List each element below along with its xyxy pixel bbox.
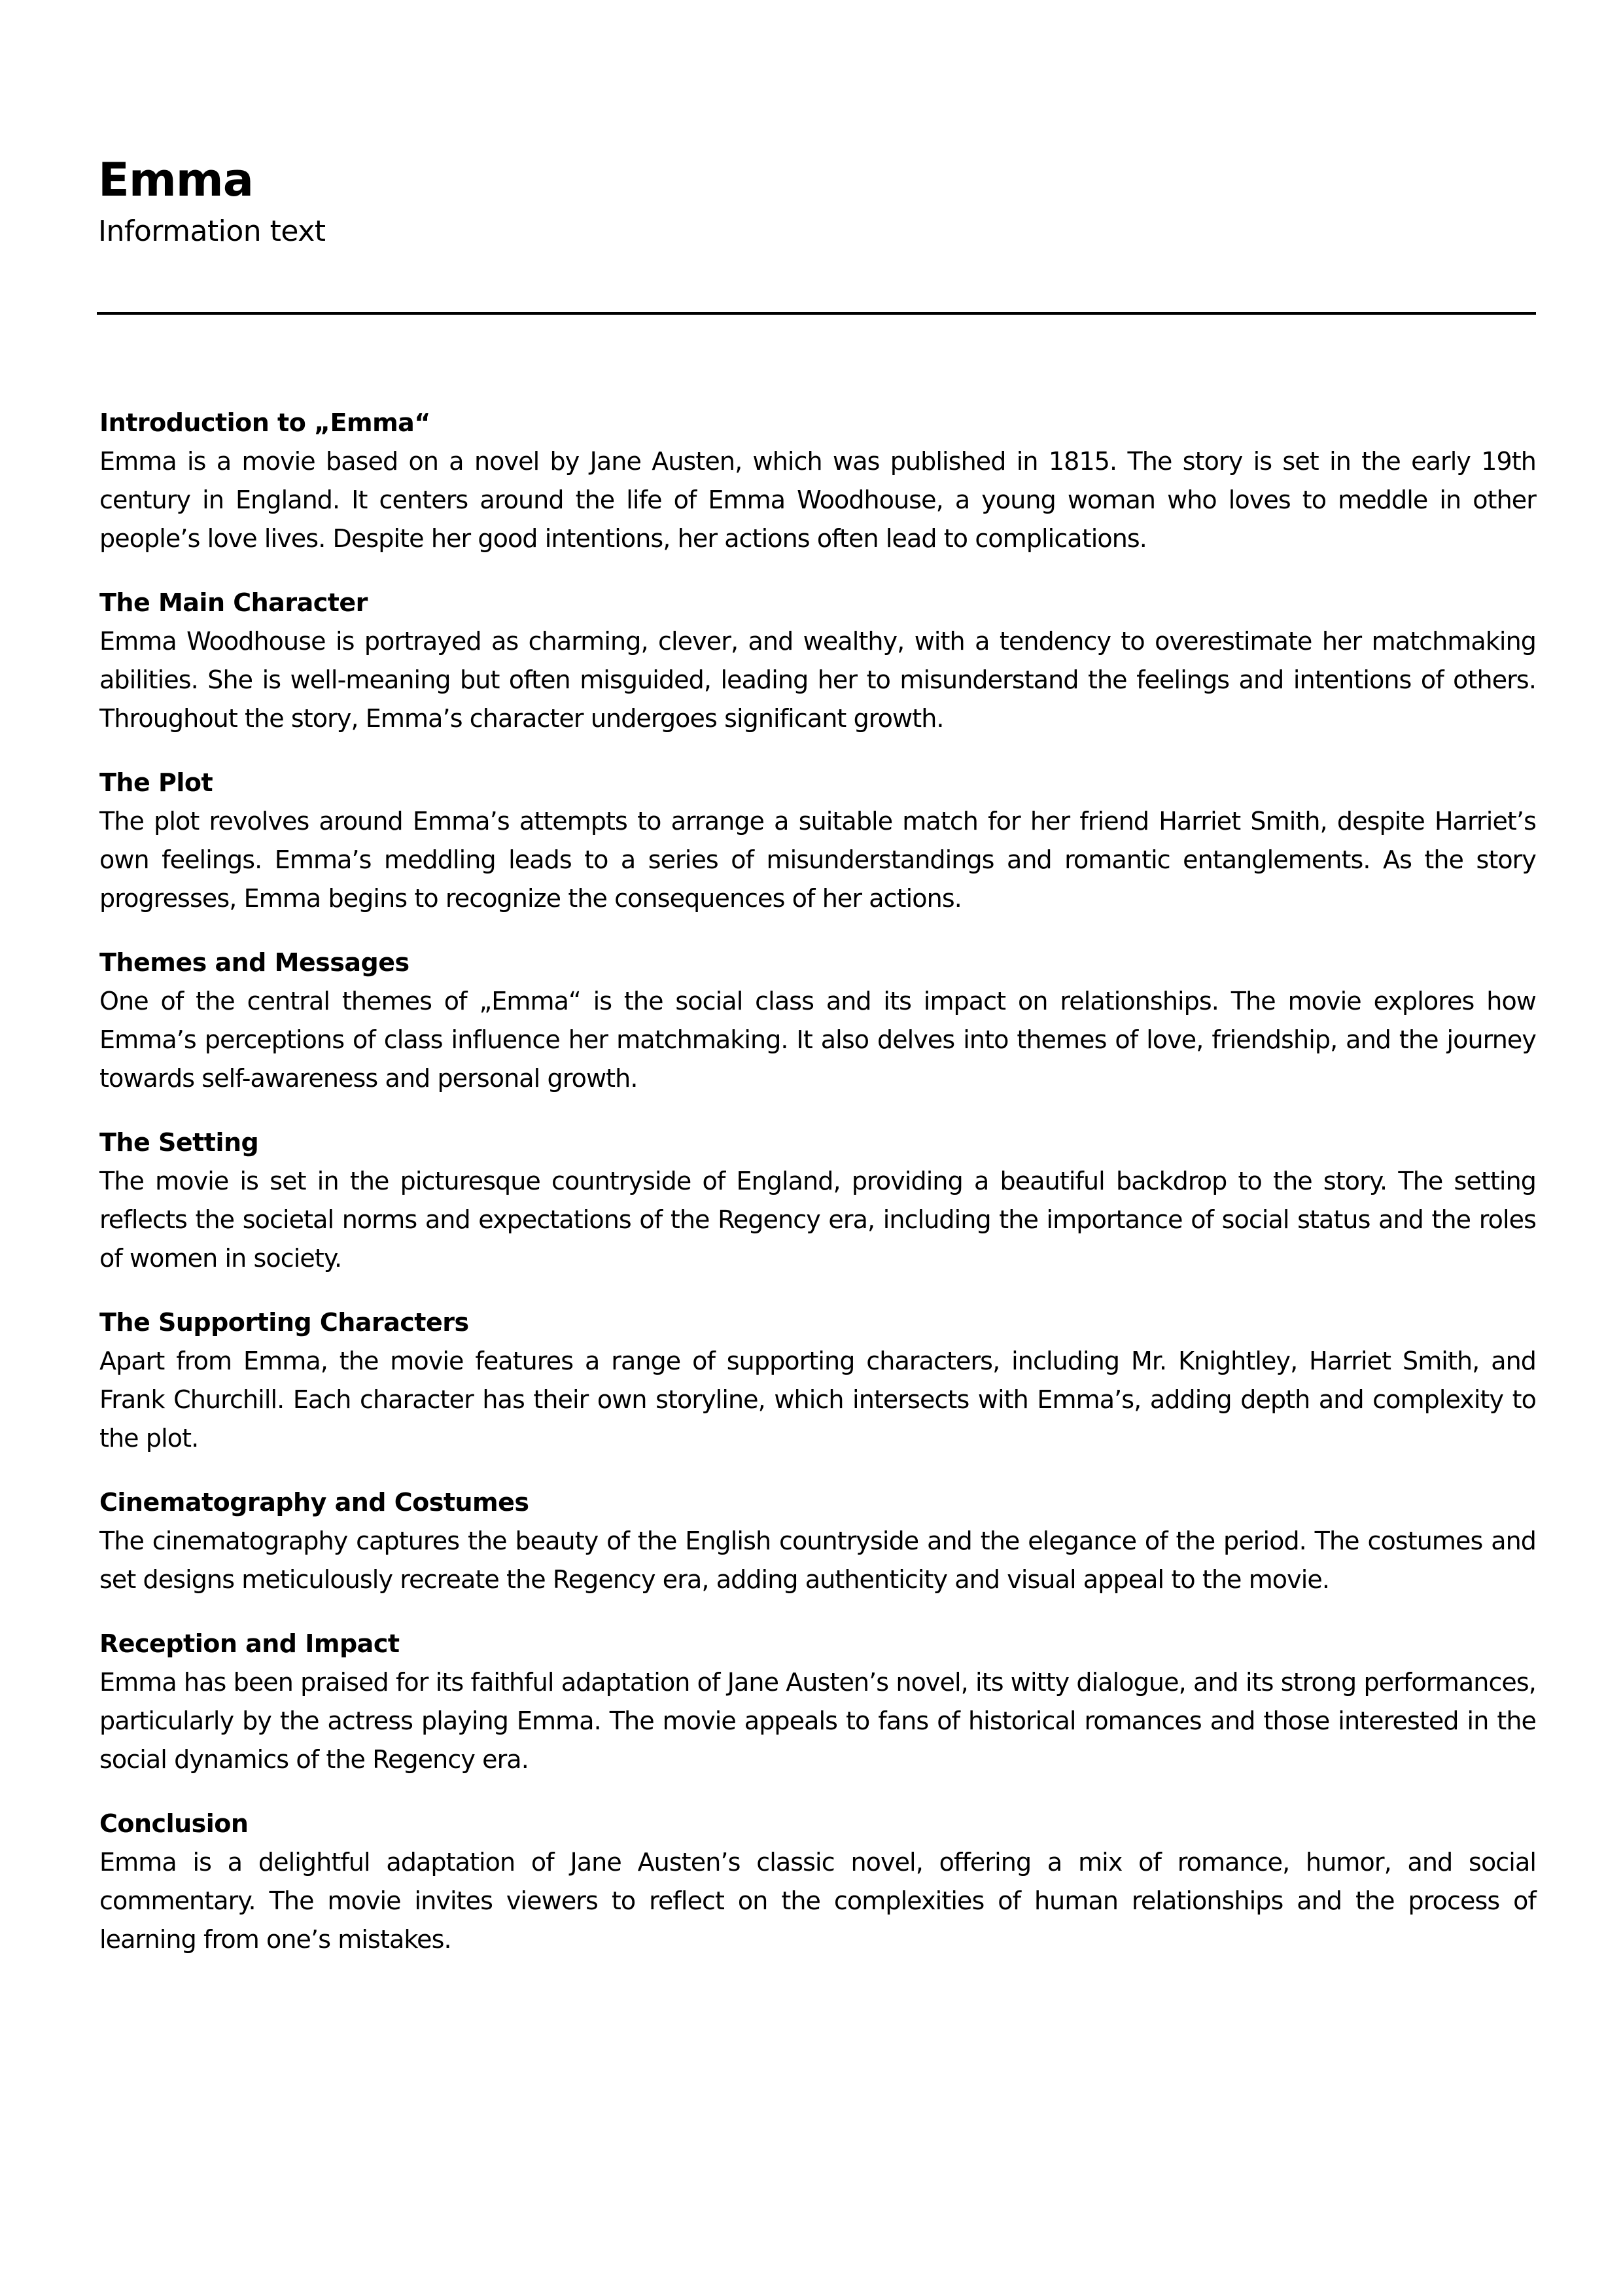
section-heading: The Plot [99,768,213,797]
document-header [98,153,1537,248]
section-heading: The Main Character [99,588,368,617]
document-title: Emma [98,153,253,207]
section-paragraph: One of the central themes of „Emma“ is the social class and its impact on relationships. The movie explores how Emma’s perceptions of class influence her matchmaking. It also delves into themes of love, friendship, and the journey towards self-awareness and personal growth. [99,987,1536,1093]
section-paragraph: Apart from Emma, the movie features a range of supporting characters, including Mr. Knightley, Harriet Smith, and Frank Churchill. Each character has their own storyline, which intersects with Emma’s, adding depth and complexity to the plot. [99,1347,1536,1453]
section-heading: Themes and Messages [99,948,410,977]
section-heading: The Setting [99,1128,259,1157]
document-subtitle: Information text [98,215,326,248]
section-heading: Introduction to „Emma“ [99,408,430,437]
header-divider [97,312,1536,315]
section-main-character [99,584,1536,738]
section-paragraph: Emma has been praised for its faithful adaptation of Jane Austen’s novel, its witty dialogue, and its strong performances, particularly by the actress playing Emma. The movie appeals to fans of historical romances and those interested in the social dynamics of the Regency era. [99,1668,1536,1774]
section-themes [99,944,1536,1098]
section-supporting-characters [99,1303,1536,1458]
section-reception [99,1625,1536,1779]
document-body [99,404,1536,1985]
section-paragraph: The movie is set in the picturesque countryside of England, providing a beautiful backdrop to the story. The setting reflects the societal norms and expectations of the Regency era, including the importance of social status and the roles of women in society. [99,1167,1536,1273]
section-paragraph: Emma Woodhouse is portrayed as charming, clever, and wealthy, with a tendency to overestimate her matchmaking abilities. She is well-meaning but often misguided, leading her to misunderstand the feelings and intentions of others. Throughout the story, Emma’s character undergoes significant growth. [99,627,1536,733]
section-heading: Cinematography and Costumes [99,1488,529,1517]
section-heading: The Supporting Characters [99,1308,469,1337]
section-heading: Reception and Impact [99,1629,400,1658]
section-setting [99,1123,1536,1278]
section-paragraph: The cinematography captures the beauty of the English countryside and the elegance of the period. The costumes and set designs meticulously recreate the Regency era, adding authenticity and visual appeal to the movie. [99,1527,1536,1594]
section-paragraph: The plot revolves around Emma’s attempts to arrange a suitable match for her friend Harriet Smith, despite Harriet’s own feelings. Emma’s meddling leads to a series of misunderstandings and romantic entanglements. As the story progresses, Emma begins to recognize the consequences of her actions. [99,807,1536,913]
section-heading: Conclusion [99,1809,249,1838]
section-cinematography [99,1483,1536,1599]
section-introduction [99,404,1536,558]
section-conclusion [99,1805,1536,1959]
section-paragraph: Emma is a movie based on a novel by Jane Austen, which was published in 1815. The story is set in the early 19th century in England. It centers around the life of Emma Woodhouse, a young woman who loves to meddle in other people’s love lives. Despite her good intentions, her actions often lead to complications. [99,447,1536,553]
section-paragraph: Emma is a delightful adaptation of Jane Austen’s classic novel, offering a mix of romance, humor, and social commentary. The movie invites viewers to reflect on the complexities of human relationships and the process of learning from one’s mistakes. [99,1848,1536,1954]
section-plot [99,764,1536,918]
